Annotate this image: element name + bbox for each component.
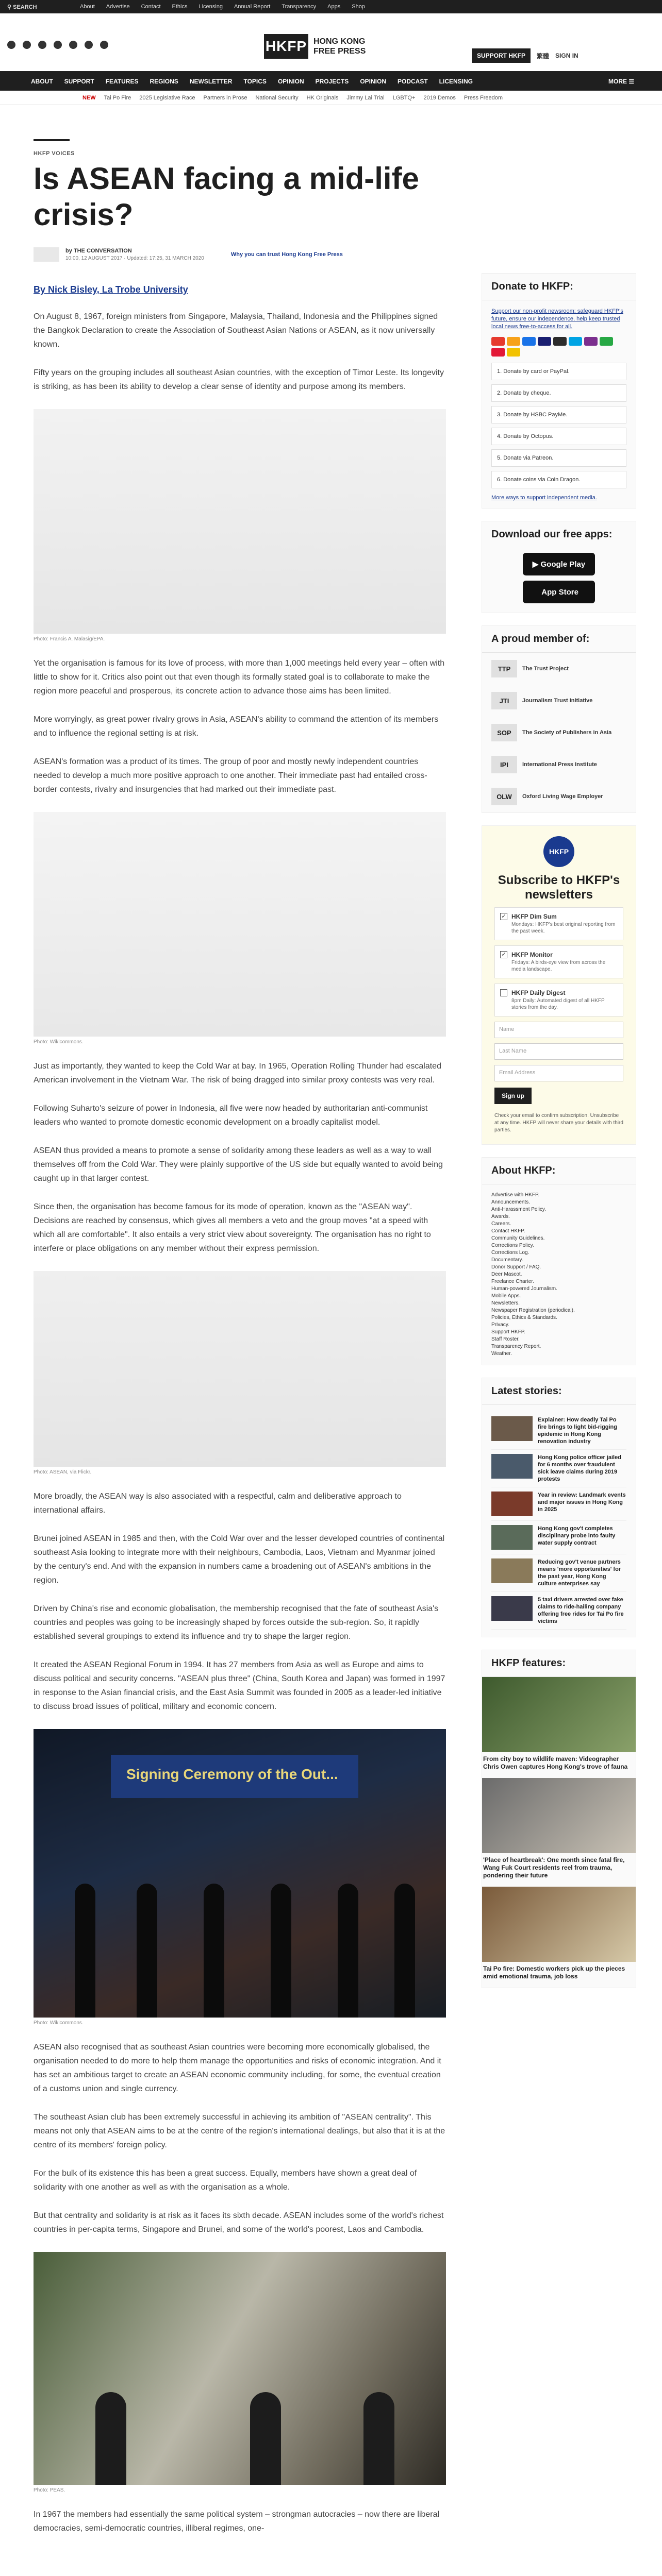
article-photo [34,1271,446,1467]
apps-widget [482,521,636,613]
about-link[interactable]: Freelance Charter. [491,1279,534,1284]
paragraph: Yet the organisation is famous for its love of process, with more than 1,000 meetings held every year – often with little to show for it. Critics also point out that even though its formally stated goal is to collaborate to make the region more peaceful and prosperous, its concrete action to advance those aims has been limited. [34,659,445,696]
utility-link[interactable]: Advertise [106,4,130,10]
logo-text: HONG KONG FREE PRESS [313,37,366,56]
donate-option[interactable]: 5. Donate via Patreon. [491,449,626,467]
story-thumbnail [491,1454,533,1479]
topic-link[interactable]: HK Originals [306,95,339,101]
about-link[interactable]: Awards. [491,1214,510,1219]
payment-card-icon [569,337,582,346]
telegram-icon[interactable] [100,41,108,49]
facebook-icon[interactable] [7,41,15,49]
main-nav [0,71,662,91]
youtube-icon[interactable] [54,41,62,49]
logo-mark: HKFP [264,34,308,59]
paragraph: Since then, the organisation has become famous for its mode of operation, known as the "ASEAN way". Decisions are reached by consensus, which gives all members a veto and the group moves "at a speed with which all are comfortable". It also entails a very strict view about sovereignty. The organisation has no right to interfere or place obligations on any member without their express permission. [34,1202,431,1253]
newsletter-option[interactable]: ✓ HKFP Monitor Fridays: A birds-eye view from across the media landscape. [494,945,623,978]
article-photo [34,409,446,634]
story-item[interactable]: Hong Kong police officer jailed for 6 months over fraudulent sick leave claims during 2019 protests [491,1450,626,1487]
utility-links [80,4,365,10]
article-body [34,310,446,2535]
paragraph: More worryingly, as great power rivalry grows in Asia, ASEAN's ability to command the attention of its members and to influence the regional setting is at risk. [34,715,439,738]
checkbox[interactable]: ✓ [500,951,507,958]
signin-link[interactable]: SIGN IN [555,52,578,59]
site-header [0,13,662,71]
person-figure [137,1884,157,2018]
feature-image [482,1887,636,1962]
signup-button[interactable]: Sign up [494,1088,532,1104]
new-badge: NEW [82,95,96,101]
sidebar [482,273,636,2001]
name-input[interactable]: Name [494,1022,623,1038]
about-link[interactable]: Support HKFP. [491,1329,525,1335]
feature-image [482,1677,636,1752]
topic-link[interactable]: National Security [255,95,299,101]
utility-link[interactable]: Ethics [172,4,188,10]
about-link[interactable]: Corrections Log. [491,1250,529,1256]
nav-item[interactable]: PROJECTS [315,78,349,85]
utility-link[interactable]: About [80,4,95,10]
about-link[interactable]: Newspaper Registration (periodical). [491,1308,575,1313]
topic-link[interactable]: 2025 Legislative Race [139,95,195,101]
member-logo: TTP [491,660,517,677]
donate-option[interactable]: 4. Donate by Octopus. [491,428,626,445]
feature-image [482,1778,636,1853]
paragraph: Fifty years on the grouping includes all southeast Asian countries, with the exception of Timor Leste. Its longevity is striking, as has been its ability to develop a clear sense of identity and purpose among its members. [34,368,444,391]
about-link[interactable]: Newsletters. [491,1300,520,1306]
about-link[interactable]: Careers. [491,1221,511,1227]
about-link[interactable]: Corrections Policy. [491,1243,534,1248]
payment-card-icon [553,337,567,346]
donate-option[interactable]: 3. Donate by HSBC PayMe. [491,406,626,423]
payment-card-icon [507,348,520,357]
header-actions [472,48,578,63]
more-menu-button[interactable]: MORE ☰ [608,78,635,85]
photo-caption: Photo: Wikicommons. [34,2020,84,2026]
payment-card-icon [600,337,613,346]
payment-card-icon [491,337,505,346]
paragraph: But that centrality and solidarity is at risk as it faces its sixth decade. ASEAN includes some of the world's richest countries in per-capita terms, Singapore and Brunei, and some of the world's poorest, Laos and Cambodia. [34,2211,444,2234]
member-org[interactable]: OLW Oxford Living Wage Employer [482,781,636,812]
paragraph: Just as importantly, they wanted to keep the Cold War at bay. In 1965, Operation Rolling Thunder had escalated American involvement in the Vietnam War. The risk of being dragged into similar proxy contests was very real. [34,1062,441,1084]
donate-option[interactable]: 1. Donate by card or PayPal. [491,363,626,380]
utility-link[interactable]: Contact [141,4,161,10]
feature-item[interactable]: From city boy to wildlife maven: Videographer Chris Owen captures Hong Kong's trove of fauna [482,1677,636,1778]
topic-link[interactable]: Jimmy Lai Trial [346,95,385,101]
paragraph: For the bulk of its existence this has been a great success. Equally, members have shown a great deal of solidarity with one another as well as with the organisation as a whole. [34,2169,417,2192]
about-link[interactable]: Announcements. [491,1199,531,1205]
about-link[interactable]: Documentary. [491,1257,523,1263]
about-link[interactable]: Advertise with HKFP. [491,1192,540,1198]
payment-cards [491,337,626,357]
checkbox[interactable]: ✓ [500,913,507,920]
paragraph: ASEAN thus provided a means to promote a sense of solidarity among these leaders as well as a way to wall themselves off from the Cold War. They were plainly supportive of the US side but equally wanted to avoid being caught up in that larger contest. [34,1146,443,1183]
person-figure [338,1884,358,2018]
article-photo [34,812,446,1037]
paragraph: The southeast Asian club has been extremely successful in achieving its ambition of "ASEAN centrality". This means not only that ASEAN aims to be at the centre of the region's international dealings, but also that it is at the centre of its members' foreign policy. [34,2113,445,2149]
search-link[interactable]: ⚲ SEARCH [7,4,37,10]
photo-caption: Photo: Wikicommons. [34,1039,84,1045]
byline [34,247,446,262]
topic-link[interactable]: Tai Po Fire [104,95,131,101]
about-link[interactable]: Community Guidelines. [491,1235,545,1241]
nav-item[interactable]: FEATURES [105,78,139,85]
story-item[interactable]: Year in review: Landmark events and major issues in Hong Kong in 2025 [491,1487,626,1521]
member-logo: IPI [491,756,517,773]
story-item[interactable]: Explainer: How deadly Tai Po fire brings to light bid-rigging epidemic in Hong Kong renovation industry [491,1412,626,1450]
last-name-input[interactable]: Last Name [494,1043,623,1060]
member-org[interactable]: IPI International Press Institute [482,749,636,781]
about-link[interactable]: Staff Roster. [491,1336,520,1342]
utility-link[interactable]: Apps [327,4,341,10]
linkedin-icon[interactable] [69,41,77,49]
person-figure [204,1884,224,2018]
about-link[interactable]: Deer Mascot. [491,1272,522,1277]
nav-item[interactable]: OPINION [360,78,386,85]
topic-link[interactable]: LGBTQ+ [392,95,416,101]
story-thumbnail [491,1525,533,1550]
latest-widget [482,1378,636,1637]
about-link[interactable]: Weather. [491,1351,512,1357]
photo-caption: Photo: PEAS. [34,2487,65,2493]
search-icon: ⚲ [7,4,13,10]
article [34,139,446,2535]
utility-link[interactable]: Transparency [282,4,317,10]
person-figure [95,2392,126,2485]
utility-link[interactable]: Annual Report [234,4,271,10]
play-icon: ▶ [532,560,541,569]
photo-caption: Photo: Francis A. Malasig/EPA. [34,636,105,642]
topic-link[interactable]: Press Freedom [464,95,503,101]
member-logo: OLW [491,788,517,805]
newsletter-title: Subscribe to HKFP's newsletters [498,873,620,902]
payment-card-icon [491,348,505,357]
about-widget [482,1157,636,1365]
topic-link[interactable]: Partners in Prose [203,95,247,101]
payment-card-icon [507,337,520,346]
social-links [7,41,108,49]
trust-link[interactable]: Why you can trust Hong Kong Free Press [230,251,343,258]
google-play-button[interactable]: ▶ Google Play [523,553,595,575]
more-support-link[interactable]: More ways to support independent media. [491,495,597,501]
about-link[interactable]: Donor Support / FAQ. [491,1264,541,1270]
photo-caption: Photo: ASEAN, via Flickr. [34,1469,92,1475]
site-logo[interactable] [264,34,366,59]
email-input[interactable]: Email Address [494,1065,623,1081]
paragraph: Driven by China's rise and economic globalisation, the membership recognised that the fate of southeast Asia's countries and peoples was going to be increasingly shaped by forces outside the sub-region. So, it rapidly established several groupings to extend its influence and try to shape the larger region. [34,1604,439,1641]
widget-title: Latest stories: [482,1378,636,1405]
app-store-button[interactable]: App Store [523,581,595,603]
member-logo: JTI [491,692,517,709]
about-link[interactable]: Human-powered Journalism. [491,1286,557,1292]
paragraph: In 1967 the members had essentially the same political system – strongman autocracies – now there are liberal democracies, semi-democratic countries, illiberal regimes, one- [34,2510,440,2533]
payment-card-icon [584,337,598,346]
paragraph: More broadly, the ASEAN way is also associated with a respectful, calm and deliberative approach to international affairs. [34,1492,402,1515]
kicker-rule [34,139,70,141]
about-link[interactable]: Contact HKFP. [491,1228,525,1234]
meeting-photo [34,2252,446,2485]
story-thumbnail [491,1596,533,1621]
checkbox[interactable] [500,989,507,996]
ceremony-banner: Signing Ceremony of the Out... [111,1755,358,1798]
newsletter-option[interactable]: ✓ HKFP Dim Sum Mondays: HKFP's best original reporting from the past week. [494,907,623,940]
story-item[interactable]: 5 taxi drivers arrested over fake claims to ride-hailing company offering free rides for Tai Po fire victims [491,1592,626,1630]
member-org[interactable]: SOP The Society of Publishers in Asia [482,717,636,749]
nav-item[interactable]: ABOUT [31,78,53,85]
about-links [482,1184,636,1365]
newsletter-badge: HKFP [543,836,574,867]
paragraph: Brunei joined ASEAN in 1985 and then, with the Cold War over and the lesser developed countries of continental southeast Asia looking to integrate more with their neighbours, Cambodia, Laos, Vietnam and Myanmar joined by the century's end. And with the expansion in numbers came a broadening out of ASEAN's ambitions in the region. [34,1534,445,1585]
widget-title: About HKFP: [482,1158,636,1184]
instagram-icon[interactable] [38,41,46,49]
person-figure [394,1884,415,2018]
about-link[interactable]: Transparency Report. [491,1344,541,1349]
donate-option[interactable]: 6. Donate coins via Coin Dragon. [491,471,626,488]
donate-widget [482,273,636,509]
widget-title: A proud member of: [482,626,636,653]
widget-title: HKFP features: [482,1650,636,1677]
story-thumbnail [491,1416,533,1441]
nav-item[interactable]: NEWSLETTER [189,78,233,85]
nav-item[interactable]: REGIONS [150,78,178,85]
utility-link[interactable]: Shop [352,4,365,10]
nav-item[interactable]: SUPPORT [64,78,94,85]
topic-bar [0,91,662,105]
widget-title: Download our free apps: [491,529,613,540]
author-org[interactable]: by THE CONVERSATION [65,248,132,254]
paragraph: On August 8, 1967, foreign ministers from Singapore, Malaysia, Thailand, Indonesia and the Philippines signed the Bangkok Declaration to create the Association of Southeast Asian Nations or ASEAN, as it now universally known. [34,312,438,349]
twitter-icon[interactable] [23,41,31,49]
utility-link[interactable]: Licensing [198,4,223,10]
member-logo: SOP [491,724,517,741]
about-link[interactable]: Privacy. [491,1322,509,1328]
about-link[interactable]: Mobile Apps. [491,1293,521,1299]
payment-card-icon [522,337,536,346]
about-link[interactable]: Policies, Ethics & Standards. [491,1315,557,1320]
person-figure [250,2392,281,2485]
story-item[interactable]: Hong Kong gov't completes disciplinary probe into faulty water supply contract [491,1521,626,1554]
nav-item[interactable]: TOPICS [243,78,267,85]
person-figure [363,2392,394,2485]
member-org[interactable]: TTP The Trust Project [482,653,636,685]
language-switch[interactable]: 繁體 [537,52,550,60]
widget-title: Donate to HKFP: [482,274,636,300]
nav-item[interactable]: LICENSING [439,78,473,85]
article-authors[interactable]: By Nick Bisley, La Trobe University [34,284,188,295]
signing-ceremony-photo [34,1729,446,2018]
author-logo [34,247,59,262]
top-utility-bar [0,0,662,13]
payment-card-icon [538,337,551,346]
feature-item[interactable]: 'Place of heartbreak': One month since fatal fire, Wang Fuk Court residents reel from trauma, pondering their future [482,1778,636,1887]
rss-icon[interactable] [85,41,93,49]
publish-date: 10:00, 12 AUGUST 2017 · Updated: 17:25, 31 MARCH 2020 [65,256,204,261]
member-org[interactable]: JTI Journalism Trust Initiative [482,685,636,717]
article-kicker[interactable]: HKFP VOICES [34,150,75,157]
story-thumbnail [491,1492,533,1516]
newsletter-fineprint: Check your email to confirm subscription. Unsubscribe at any time. HKFP will never share your details with third parties. [494,1113,623,1133]
donate-note[interactable]: Support our non-profit newsroom: safeguard HKFP's future, ensure our independence, help keep trusted local news free-to-access for all. [491,308,623,330]
about-link[interactable]: Anti-Harassment Policy. [491,1207,546,1212]
story-item[interactable]: Reducing gov't venue partners means 'more opportunities' for the past year, Hong Kong culture enterprises say [491,1554,626,1592]
story-thumbnail [491,1558,533,1583]
paragraph: It created the ASEAN Regional Forum in 1994. It has 27 members from Asia as well as Europe and aims to discuss political and security concerns. "ASEAN plus three" (China, South Korea and Japan) was formed in 1997 in response to the Asian financial crisis, and the East Asia Summit was founded in 2005 as a leader-led initiative to discuss broad issues of political, military and economic concern. [34,1660,445,1711]
paragraph: ASEAN also recognised that as southeast Asian countries were becoming more economically globalised, the organisation needed to do more to help them manage the opportunities and risks of economic integration. And it has set an ambitious target to create an ASEAN economic community including, for some, the eventual creation of a customs union and single currency. [34,2043,441,2093]
topic-link[interactable]: 2019 Demos [423,95,456,101]
article-title: Is ASEAN facing a mid-life crisis? [34,161,419,232]
paragraph: Following Suharto's seizure of power in Indonesia, all five were now headed by authoritarian anti-communist leaders who wanted to promote domestic economic development on a broadly capitalist model. [34,1104,428,1127]
members-widget [482,625,636,813]
person-figure [75,1884,95,2018]
donate-option[interactable]: 2. Donate by cheque. [491,384,626,402]
newsletter-option[interactable]: HKFP Daily Digest 8pm Daily: Automated digest of all HKFP stories from the day. [494,984,623,1016]
feature-item[interactable]: Tai Po fire: Domestic workers pick up the pieces amid emotional trauma, job loss [482,1887,636,1988]
nav-item[interactable]: OPINION [277,78,304,85]
features-widget [482,1650,636,1988]
newsletter-widget [482,825,636,1145]
support-button[interactable]: SUPPORT HKFP [472,48,531,63]
person-figure [271,1884,291,2018]
paragraph: ASEAN's formation was a product of its times. The group of poor and mostly newly independent countries needed to develop a much more positive approach to one another. Their immediate past had entailed cross-border contests, rivalry and insurgencies that had marked out their immediate past. [34,757,427,794]
nav-item[interactable]: PODCAST [397,78,428,85]
